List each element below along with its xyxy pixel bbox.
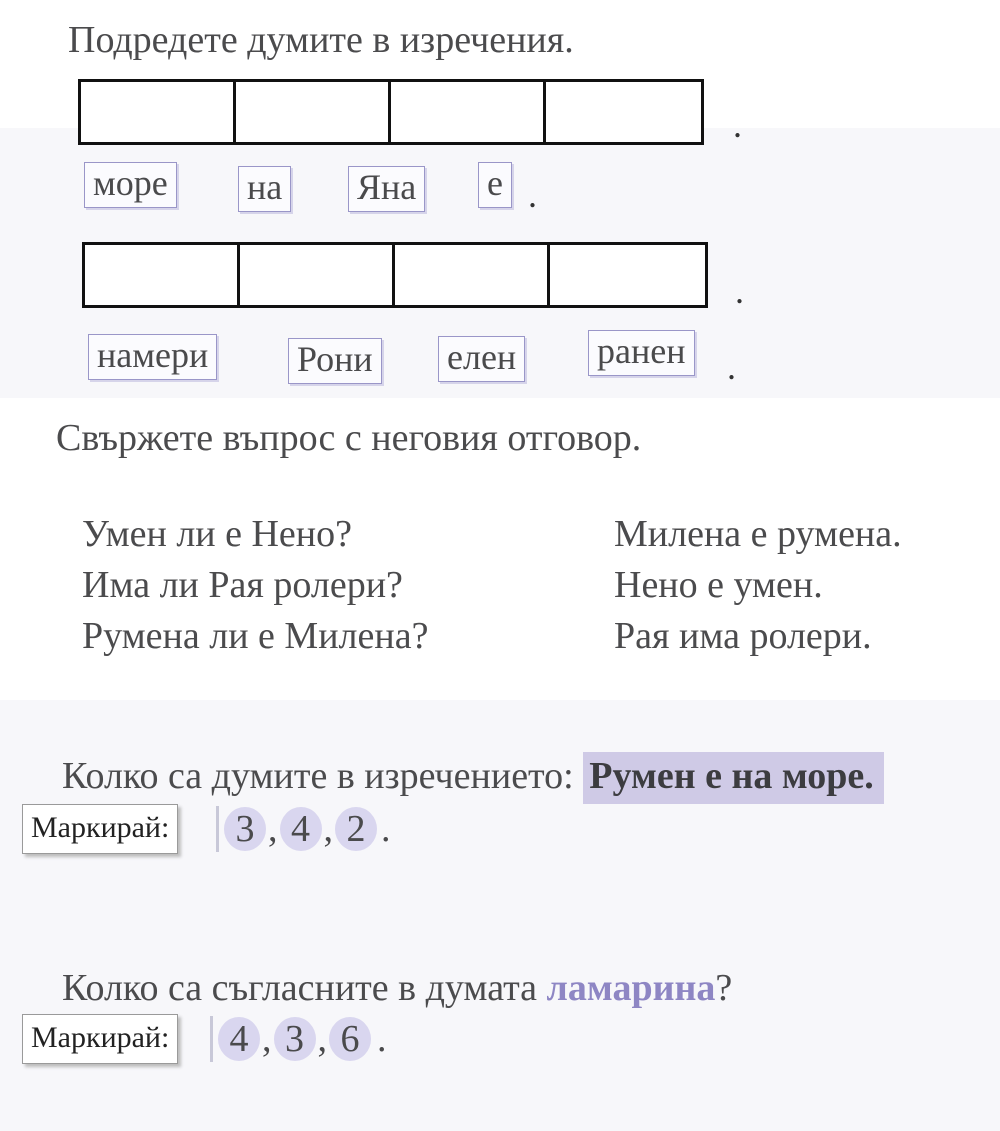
word-card-4[interactable]: е	[478, 162, 512, 208]
answer-2[interactable]: Нено е умен.	[614, 564, 823, 606]
answer-divider	[216, 806, 219, 852]
separator: ,	[268, 808, 278, 850]
drop-slot[interactable]	[546, 82, 701, 142]
answer-options	[224, 807, 393, 851]
word-card-6[interactable]: Рони	[288, 338, 382, 384]
word-card-2[interactable]: на	[238, 166, 291, 212]
section2-heading: Свържете въпрос с неговия отговор.	[56, 417, 642, 459]
section3-question	[62, 752, 884, 804]
option-6[interactable]: 6	[329, 1017, 371, 1061]
drop-slot[interactable]	[236, 82, 391, 142]
highlighted-word: ламарина	[546, 967, 716, 1009]
drop-slot[interactable]	[240, 245, 395, 305]
question-text: Колко са думите в изречението:	[62, 755, 574, 797]
period: .	[381, 808, 391, 850]
option-3[interactable]: 3	[274, 1017, 316, 1061]
question-3[interactable]: Румена ли е Милена?	[82, 615, 429, 657]
option-3[interactable]: 3	[224, 807, 266, 851]
word-card-7[interactable]: елен	[438, 336, 525, 382]
option-2[interactable]: 2	[335, 807, 377, 851]
separator: ,	[317, 1018, 327, 1060]
answer-3[interactable]: Рая има ролери.	[614, 615, 872, 657]
drop-slot[interactable]	[395, 245, 550, 305]
question-2[interactable]: Има ли Рая ролери?	[82, 564, 403, 606]
question-1[interactable]: Умен ли е Нено?	[82, 513, 352, 555]
mark-button[interactable]: Маркирай:	[22, 804, 178, 854]
highlighted-sentence: Румен е на море.	[583, 752, 884, 804]
drop-row-1[interactable]	[78, 79, 704, 145]
drop-slot[interactable]	[81, 82, 236, 142]
word-card-5[interactable]: намери	[88, 334, 217, 380]
period: .	[377, 1018, 387, 1060]
drop-slot[interactable]	[550, 245, 705, 305]
sentence-period: .	[733, 105, 742, 145]
question-text: Колко са съгласните в думата	[62, 967, 538, 1009]
section4-question	[62, 966, 732, 1010]
mark-button[interactable]: Маркирай:	[22, 1014, 178, 1064]
answer-options	[218, 1017, 389, 1061]
section1-heading: Подредете думите в изречения.	[68, 19, 574, 61]
drop-slot[interactable]	[85, 245, 240, 305]
answer-divider	[210, 1016, 213, 1062]
sentence-period: .	[735, 271, 744, 311]
option-4[interactable]: 4	[218, 1017, 260, 1061]
word-card-8[interactable]: ранен	[588, 330, 695, 376]
drop-row-2[interactable]	[82, 242, 708, 308]
sentence-period: .	[727, 347, 736, 387]
question-mark: ?	[715, 967, 733, 1009]
separator: ,	[262, 1018, 272, 1060]
answer-1[interactable]: Милена е румена.	[614, 513, 902, 555]
word-card-3[interactable]: Яна	[348, 166, 425, 212]
word-card-1[interactable]: море	[84, 162, 177, 208]
drop-slot[interactable]	[391, 82, 546, 142]
separator: ,	[323, 808, 333, 850]
sentence-period: .	[528, 175, 537, 215]
option-4[interactable]: 4	[280, 807, 322, 851]
